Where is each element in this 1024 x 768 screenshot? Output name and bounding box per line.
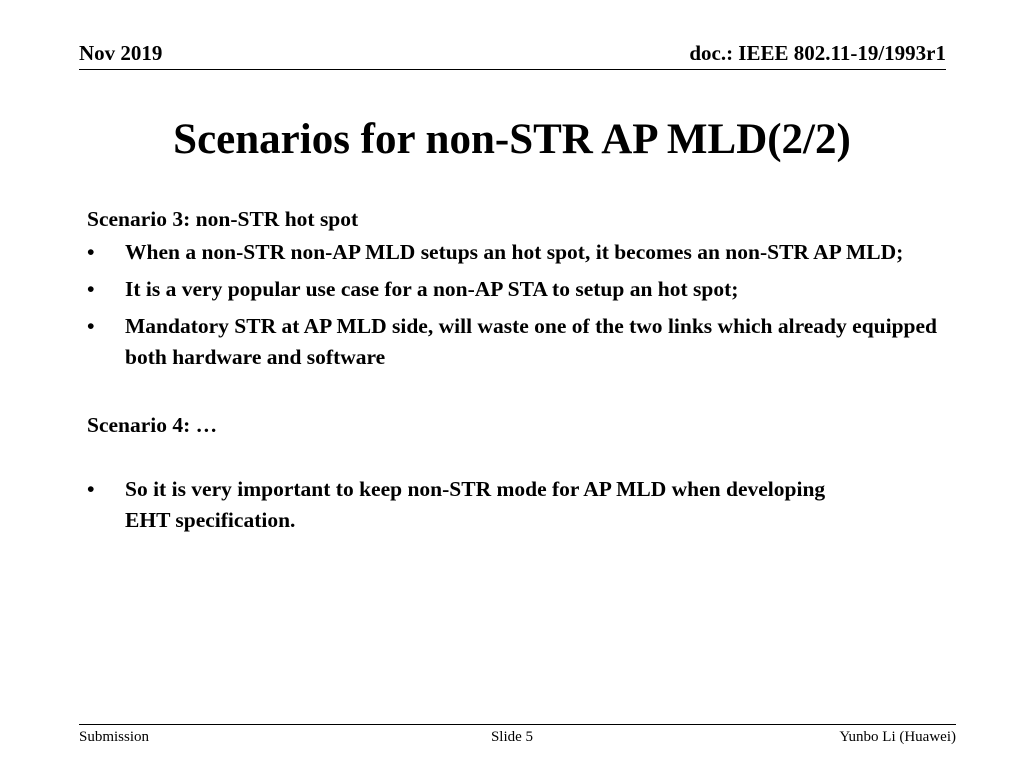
footer-author: Yunbo Li (Huawei): [839, 729, 956, 745]
bullet-text: It is a very popular use case for a non-AP STA to setup an hot spot;: [125, 277, 739, 301]
slide-body: [87, 204, 937, 542]
bullet-icon: •: [87, 277, 95, 301]
conclusion-bullet-list: [87, 474, 937, 536]
bullet-text: So it is very important to keep non-STR mode for AP MLD when developing EHT specification.: [125, 477, 826, 532]
header-divider: [79, 69, 946, 70]
scenario4-heading: Scenario 4: …: [87, 413, 218, 437]
bullet-text: Mandatory STR at AP MLD side, will waste one of the two links which already equipped both hardware and software: [125, 314, 937, 369]
bullet-item: [87, 311, 937, 373]
bullet-item: [87, 474, 937, 536]
bullet-item: [87, 274, 937, 305]
scenario3-bullet-list: [87, 237, 937, 373]
spacer: [87, 441, 937, 472]
header-date: Nov 2019: [79, 41, 163, 65]
footer-submission: Submission: [79, 729, 150, 745]
slide-title: Scenarios for non-STR AP MLD(2/2): [173, 116, 851, 163]
footer-divider: [79, 724, 956, 725]
bullet-icon: •: [87, 477, 95, 501]
scenario3-heading: Scenario 3: non-STR hot spot: [87, 207, 359, 231]
bullet-text: When a non-STR non-AP MLD setups an hot spot, it becomes an non-STR AP MLD;: [125, 240, 904, 264]
bullet-item: [87, 237, 937, 268]
footer-slide-number: Slide 5: [490, 729, 534, 745]
spacer: [87, 379, 937, 410]
bullet-icon: •: [87, 240, 95, 264]
bullet-icon: •: [87, 314, 95, 338]
header-doc-id: doc.: IEEE 802.11-19/1993r1: [689, 41, 946, 65]
